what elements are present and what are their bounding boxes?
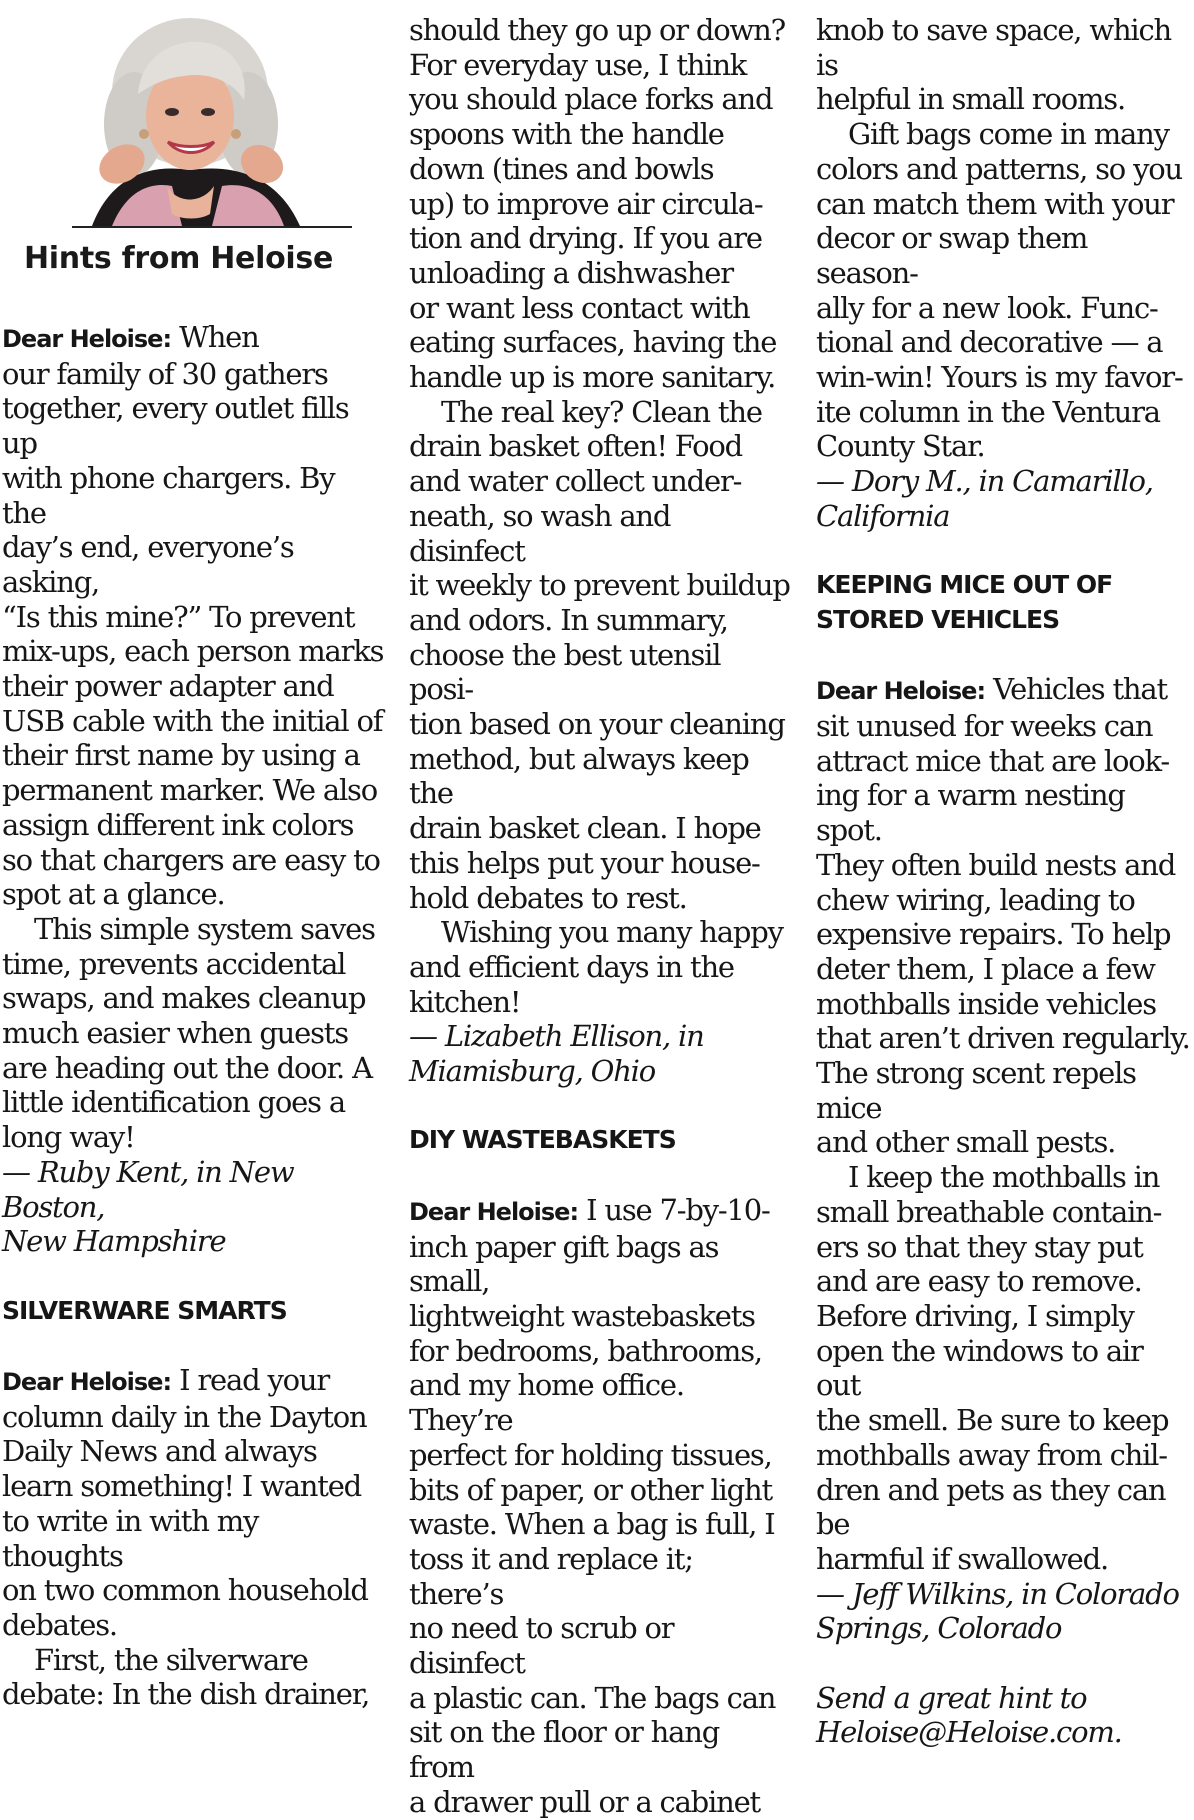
letter-paragraph: Gift bags come in many bbox=[848, 117, 1169, 152]
letter-paragraph: Dear Heloise: When bbox=[2, 320, 259, 354]
columnist-portrait bbox=[72, 14, 352, 234]
letter-signature: — Jeff Wilkins, in Colorado bbox=[816, 1576, 1179, 1611]
letter-signature: California bbox=[816, 498, 950, 533]
section-heading: DIY WASTEBASKETS bbox=[409, 1125, 676, 1155]
column-1: Hints from Heloise Dear Heloise: When our family of 30 gathers together, every outlet fills up with phone chargers. By the day’s end, everyone’s asking, “Is this mine?” To prevent mix-ups, each person marks their power adapter and USB cable with the initial of their first name by using a permanent marker. We also assign different ink colors so that chargers are easy to spot at a glance. This simple system saves time, prevents accidental swaps, and makes cleanup much easier when guests are heading out the door. A little identification goes a long way! — Ruby Kent, in New Boston, New Hampshire SILVERWARE SMARTS Dear Heloise: I read your column daily in the Dayton Daily News and always learn something! I wanted to write in with my thoughts on two common household debates. First, the silverware debate: In the dish drainer, bbox=[2, 0, 386, 1531]
column-2: should they go up or down? For everyday use, I think you should place forks and spoons with the handle down (tines and bowls up) to improve air circula- tion and drying. If you are unloading a dishwasher or want less contact with eating surfaces, having the handle up is more sanitary. The real key? Clean the drain basket often! Food and water collect under- neath, so wash and disinfect it weekly to prevent buildup and odors. In summary, choose the best utensil posi- tion based on your cleaning method, but always keep the drain basket clean. I hope this helps put your house- hold debates to rest. Wishing you many happy and efficient days in the kitchen! — Lizabeth Ellison, in Miamisburg, Ohio DIY WASTEBASKETS Dear Heloise: I use 7-by-10- inch paper gift bags as small, lightweight wastebaskets for bedrooms, bathrooms, and my home office. They’re perfect for holding tissues, bits of paper, or other light waste. When a bag is full, I toss it and replace it; there’s no need to scrub or disinfect a plastic can. The bags can sit on the floor or hang from a drawer pull or a cabinet bbox=[409, 13, 790, 1819]
column-title: Hints from Heloise bbox=[24, 241, 333, 276]
letter-paragraph: The real key? Clean the bbox=[441, 394, 762, 429]
letter-signature: — Ruby Kent, in New Boston, bbox=[2, 1154, 294, 1224]
letter-paragraph: Dear Heloise: I use 7-by-10- bbox=[409, 1192, 770, 1227]
letter-signature: — Dory M., in Camarillo, bbox=[816, 464, 1153, 499]
section-heading: SILVERWARE SMARTS bbox=[2, 1295, 287, 1325]
letter-lead: Dear Heloise: bbox=[2, 325, 172, 353]
letter-paragraph: should they go up or down? bbox=[409, 13, 785, 47]
section-heading: STORED VEHICLES bbox=[816, 604, 1060, 634]
masthead bbox=[2, 0, 386, 320]
section-heading: KEEPING MICE OUT OF bbox=[816, 570, 1113, 600]
letter-lead: Dear Heloise: bbox=[816, 677, 986, 706]
letter-paragraph: Wishing you many happy bbox=[441, 915, 783, 950]
letter-paragraph: Dear Heloise: Vehicles that bbox=[816, 672, 1167, 707]
letter-paragraph: This simple system saves bbox=[34, 911, 375, 946]
letter-signature: Miamisburg, Ohio bbox=[409, 1054, 656, 1089]
letter-paragraph: knob to save space, which is bbox=[816, 13, 1172, 82]
letter-paragraph: I keep the mothballs in bbox=[848, 1160, 1160, 1195]
letter-signature: New Hampshire bbox=[2, 1224, 226, 1259]
letter-lead: Dear Heloise: bbox=[409, 1197, 579, 1226]
letter-paragraph: First, the silverware bbox=[34, 1642, 308, 1677]
submit-hint-note: Send a great hint to bbox=[816, 1680, 1087, 1715]
letter-signature: Springs, Colorado bbox=[816, 1611, 1062, 1646]
letter-paragraph: Dear Heloise: I read your bbox=[2, 1363, 330, 1398]
submit-hint-email: Heloise@Heloise.com. bbox=[816, 1715, 1122, 1750]
letter-signature: — Lizabeth Ellison, in bbox=[409, 1019, 704, 1054]
column-3: knob to save space, which is helpful in small rooms. Gift bags come in many colors and patterns, so you can match them with your decor or swap them season- ally for a new look. Func- tional and decorative — a win-win! Yours is my favor- ite column in the Ventura County Star. — Dory M., in Camarillo, California KEEPING MICE OUT OF STORED VEHICLES Dear Heloise: Vehicles that sit unused for weeks can attract mice that are look- ing for a warm nesting spot. They often build nests and chew wiring, leading to expensive repairs. To help deter them, I place a few mothballs inside vehicles that aren’t driven regularly. The strong scent repels mice and other small pests. I keep the mothballs in small breathable contain- ers so that they stay put and are easy to remove. Before driving, I simply open the windows to air out the smell. Be sure to keep mothballs away from chil- dren and pets as they can be harmful if swallowed. — Jeff Wilkins, in Colorado Springs, Colorado Send a great hint to Heloise@Heloise.com. bbox=[816, 13, 1194, 1544]
letter-lead: Dear Heloise: bbox=[2, 1368, 172, 1397]
